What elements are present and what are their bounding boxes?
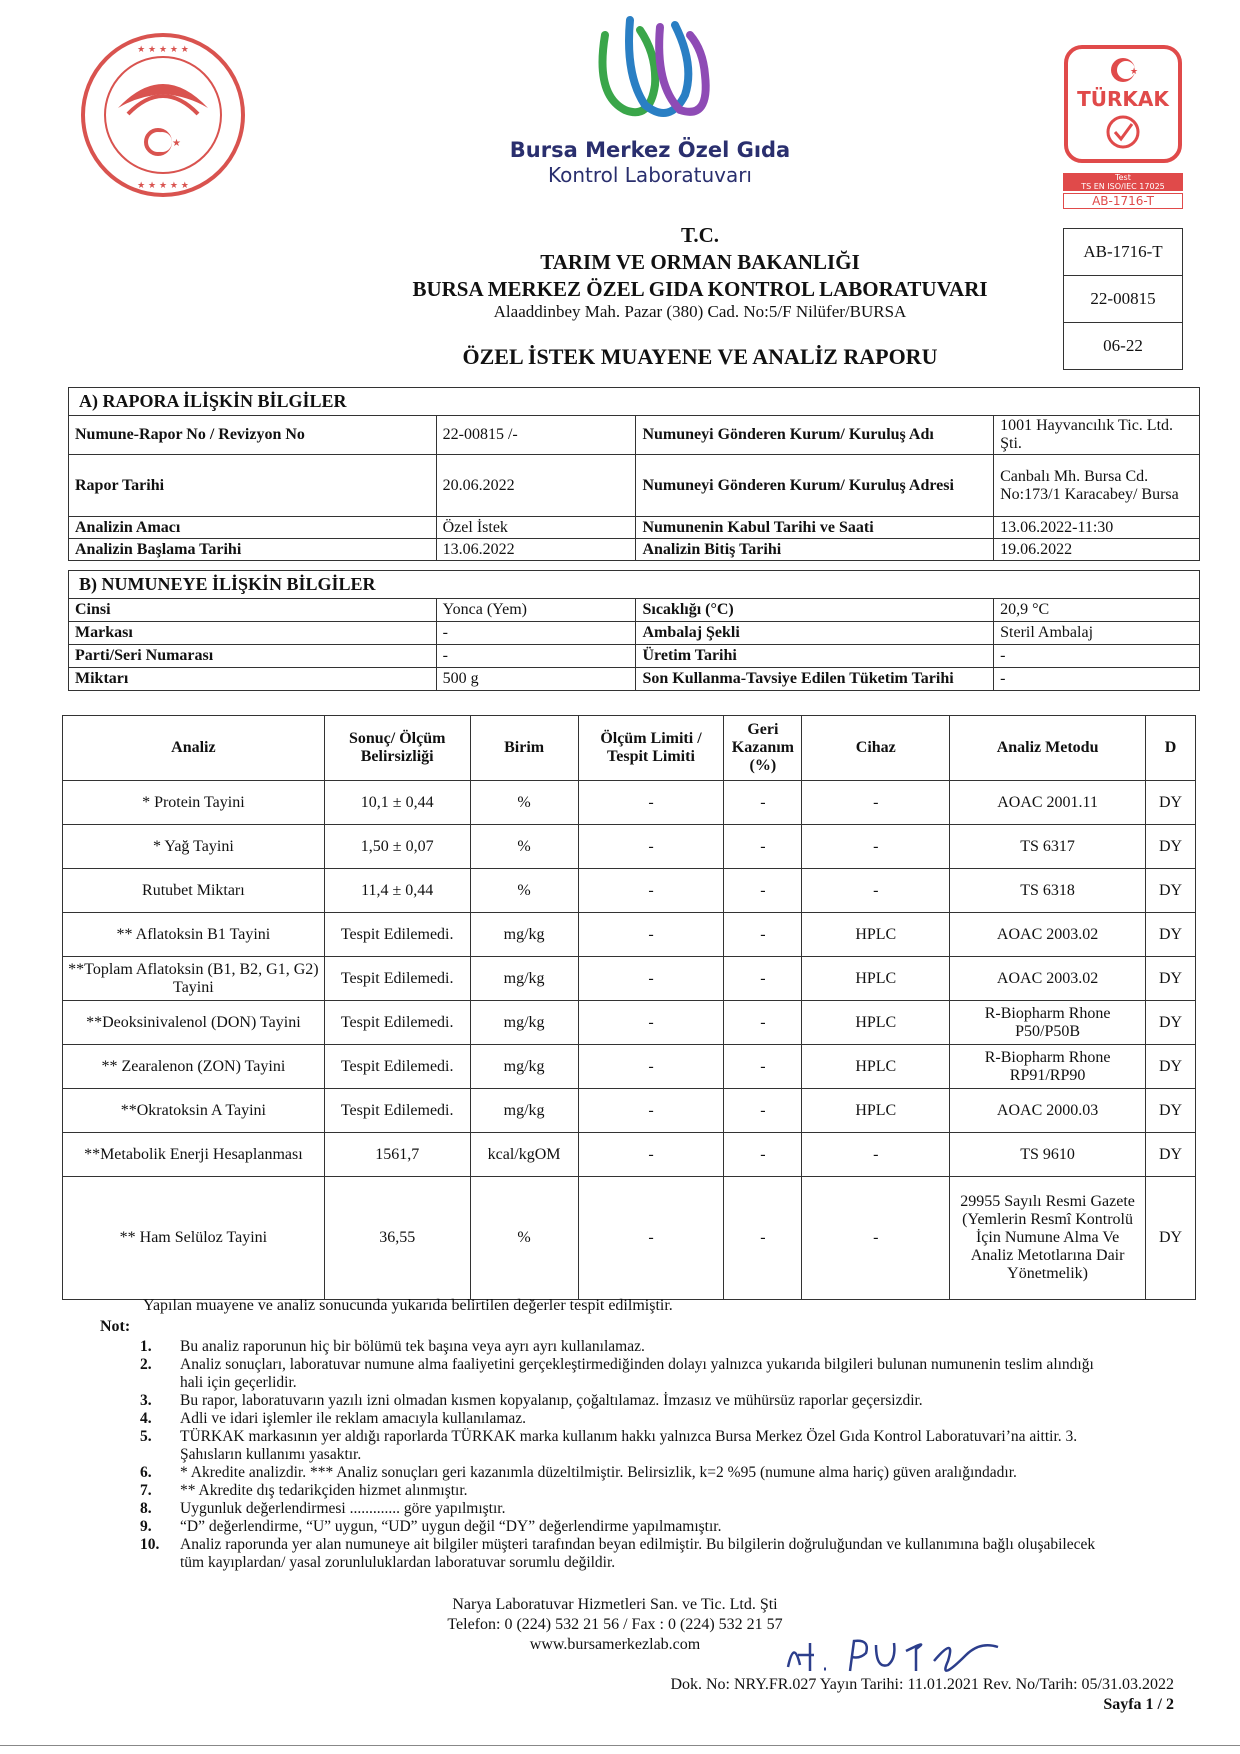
result-value-cell: Tespit Edilemedi. (324, 913, 470, 957)
analysis-name-cell: ** Zearalenon (ZON) Tayini (63, 1045, 325, 1089)
end-date-value: 19.06.2022 (994, 539, 1200, 561)
method-cell: AOAC 2003.02 (950, 913, 1146, 957)
header-ministry: TARIM VE ORMAN BAKANLIĞI (540, 250, 860, 274)
purpose-label: Analizin Amacı (69, 517, 437, 539)
analysis-name-cell: ** Aflatoksin B1 Tayini (63, 913, 325, 957)
recovery-cell: - (724, 1001, 802, 1045)
brand-value: - (436, 622, 636, 645)
recovery-cell: - (724, 1089, 802, 1133)
notes-list (140, 1338, 1120, 1572)
evaluation-cell: DY (1145, 1177, 1195, 1300)
footer-phone: Telefon: 0 (224) 532 21 56 / Fax : 0 (224) 532 21 57 (447, 1616, 783, 1633)
result-statement: Yapılan muayene ve analiz sonucunda yukarıda belirtilen değerler tespit edilmiştir. (143, 1297, 673, 1314)
method-cell: TS 9610 (950, 1133, 1146, 1177)
analysis-name-cell: * Yağ Tayini (63, 825, 325, 869)
unit-cell: % (470, 1177, 578, 1300)
header-tc: T.C. (680, 223, 720, 247)
note-number: 10. (140, 1536, 160, 1553)
evaluation-cell: DY (1145, 957, 1195, 1001)
footer-company: Narya Laboratuvar Hizmetleri San. ve Tic. Ltd. Şti (452, 1596, 778, 1613)
limit-cell: - (578, 1001, 724, 1045)
report-date-value: 20.06.2022 (436, 455, 636, 517)
analysis-name-cell: **Deoksinivalenol (DON) Tayini (63, 1001, 325, 1045)
result-value-cell: 1561,7 (324, 1133, 470, 1177)
sample-report-no-value: 22-00815 /- (436, 416, 636, 455)
analysis-name-cell: **Metabolik Enerji Hesaplanması (63, 1133, 325, 1177)
device-cell: - (802, 869, 950, 913)
device-cell: - (802, 1177, 950, 1300)
note-number: 1. (140, 1338, 152, 1355)
brand-label: Markası (69, 622, 437, 645)
result-value-cell: 1,50 ± 0,07 (324, 825, 470, 869)
device-cell: HPLC (802, 1045, 950, 1089)
temperature-label: Sıcaklığı (°C) (636, 599, 994, 622)
limit-cell: - (578, 913, 724, 957)
ministry-seal-logo (78, 30, 248, 200)
result-value-cell: Tespit Edilemedi. (324, 1045, 470, 1089)
method-cell: TS 6318 (950, 869, 1146, 913)
limit-cell: - (578, 1045, 724, 1089)
expiry-value: - (994, 668, 1200, 691)
note-number: 7. (140, 1482, 152, 1499)
evaluation-cell: DY (1145, 1045, 1195, 1089)
note-item (140, 1356, 1120, 1392)
svg-text:★ ★ ★ ★ ★: ★ ★ ★ ★ ★ (137, 45, 189, 55)
note-item (140, 1338, 1120, 1356)
recovery-cell: - (724, 913, 802, 957)
document-number: Dok. No: NRY.FR.027 Yayın Tarihi: 11.01.2021 Rev. No/Tarih: 05/31.03.2022 (670, 1676, 1174, 1693)
analysis-row (63, 1089, 1196, 1133)
purpose-value: Özel İstek (436, 517, 636, 539)
note-number: 3. (140, 1392, 152, 1409)
header-result: Sonuç/ Ölçüm Belirsizliği (324, 716, 470, 781)
footer-website: www.bursamerkezlab.com (529, 1636, 701, 1653)
header-lab-name: BURSA MERKEZ ÖZEL GIDA KONTROL LABORATUVARI (412, 277, 988, 301)
device-cell: HPLC (802, 913, 950, 957)
lab-name-line1: Bursa Merkez Özel Gıda (509, 138, 791, 162)
analysis-header-row (63, 716, 1196, 781)
note-text: Uygunluk değerlendirmesi ............. göre yapılmıştır. (180, 1500, 506, 1517)
result-value-cell: 10,1 ± 0,44 (324, 781, 470, 825)
analysis-row (63, 1001, 1196, 1045)
header-device: Cihaz (802, 716, 950, 781)
note-item (140, 1536, 1120, 1572)
recovery-cell: - (724, 869, 802, 913)
recovery-cell: - (724, 1133, 802, 1177)
result-value-cell: Tespit Edilemedi. (324, 1089, 470, 1133)
recovery-cell: - (724, 957, 802, 1001)
limit-cell: - (578, 1177, 724, 1300)
unit-cell: % (470, 825, 578, 869)
result-value-cell: 36,55 (324, 1177, 470, 1300)
lot-label: Parti/Seri Numarası (69, 645, 437, 668)
start-date-label: Analizin Başlama Tarihi (69, 539, 437, 561)
note-item (140, 1410, 1120, 1428)
analysis-row (63, 1177, 1196, 1300)
production-date-value: - (994, 645, 1200, 668)
recovery-cell: - (724, 825, 802, 869)
note-text: Analiz sonuçları, laboratuvar numune alma faaliyetini gerçekleştirmediğinden dolayı yalnızca yukarıda bilgileri bulunan numunenin teslim alındığı hali için geçerlidir. (180, 1356, 1094, 1391)
note-item (140, 1518, 1120, 1536)
report-title: ÖZEL İSTEK MUAYENE VE ANALİZ RAPORU (462, 344, 938, 369)
packaging-label: Ambalaj Şekli (636, 622, 994, 645)
unit-cell: % (470, 869, 578, 913)
analysis-row (63, 781, 1196, 825)
method-cell: AOAC 2000.03 (950, 1089, 1146, 1133)
limit-cell: - (578, 957, 724, 1001)
method-cell: R-Biopharm Rhone P50/P50B (950, 1001, 1146, 1045)
device-cell: HPLC (802, 1089, 950, 1133)
turkak-standard-label: TS EN ISO/IEC 17025 (1063, 182, 1183, 191)
note-text: ** Akredite dış tedarikçiden hizmet alınmıştır. (180, 1482, 468, 1499)
sender-name-value: 1001 Hayvancılık Tic. Ltd. Şti. (994, 416, 1200, 455)
method-cell: TS 6317 (950, 825, 1146, 869)
method-cell: 29955 Sayılı Resmi Gazete (Yemlerin Resmî Kontrolü İçin Numune Alma Ve Analiz Metotlarına Dair Yönetmelik) (950, 1177, 1146, 1300)
turkak-code-label: AB-1716-T (1063, 193, 1183, 209)
evaluation-cell: DY (1145, 825, 1195, 869)
note-item (140, 1428, 1120, 1464)
recovery-cell: - (724, 1177, 802, 1300)
limit-cell: - (578, 825, 724, 869)
header-analysis: Analiz (63, 716, 325, 781)
header-recovery: Geri Kazanım (%) (724, 716, 802, 781)
limit-cell: - (578, 781, 724, 825)
note-number: 4. (140, 1410, 152, 1427)
limit-cell: - (578, 1089, 724, 1133)
device-cell: - (802, 825, 950, 869)
analysis-row (63, 825, 1196, 869)
note-item (140, 1392, 1120, 1410)
recovery-cell: - (724, 1045, 802, 1089)
note-item (140, 1482, 1120, 1500)
evaluation-cell: DY (1145, 1089, 1195, 1133)
note-text: Analiz raporunda yer alan numuneye ait bilgiler müşteri tarafından beyan edilmiştir. Bu bilgilerin doğruluğundan ve kullanımına bağlı oluşabilecek tüm kayıplardan/ yasal zorunluluklardan laboratuvar sorumlu değildir. (180, 1536, 1096, 1571)
analysis-name-cell: ** Ham Selüloz Tayini (63, 1177, 325, 1300)
header-address: Alaaddinbey Mah. Pazar (380) Cad. No:5/F Nilüfer/BURSA (493, 302, 907, 321)
lot-value: - (436, 645, 636, 668)
end-date-label: Analizin Bitiş Tarihi (636, 539, 994, 561)
note-text: “D” değerlendirme, “U” uygun, “UD” uygun değil “DY” değerlendirme yapılmamıştır. (180, 1518, 722, 1535)
note-text: TÜRKAK markasının yer aldığı raporlarda TÜRKAK marka kullanım hakkı yalnızca Bursa Merkez Özel Gıda Kontrol Laboratuvari’na aittir. 3. Şahısların kullanımı yasaktır. (180, 1428, 1078, 1463)
bottom-divider (0, 1745, 1240, 1746)
svg-text:★: ★ (1130, 66, 1139, 76)
result-value-cell: Tespit Edilemedi. (324, 957, 470, 1001)
svg-text:★: ★ (172, 138, 181, 149)
analysis-row (63, 913, 1196, 957)
sender-address-label: Numuneyi Gönderen Kurum/ Kuruluş Adresi (636, 455, 994, 517)
analysis-row (63, 1045, 1196, 1089)
note-text: Bu analiz raporunun hiç bir bölümü tek başına veya ayrı ayrı kullanılamaz. (180, 1338, 645, 1355)
acceptance-value: 13.06.2022-11:30 (994, 517, 1200, 539)
production-date-label: Üretim Tarihi (636, 645, 994, 668)
report-code-box (1063, 228, 1183, 370)
notes-title: Not: (100, 1318, 131, 1335)
header-evaluation: D (1145, 716, 1195, 781)
method-cell: R-Biopharm Rhone RP91/RP90 (950, 1045, 1146, 1089)
method-cell: AOAC 2003.02 (950, 957, 1146, 1001)
page-number: Sayfa 1 / 2 (1103, 1696, 1174, 1713)
device-cell: - (802, 1133, 950, 1177)
unit-cell: mg/kg (470, 1045, 578, 1089)
evaluation-cell: DY (1145, 869, 1195, 913)
header-unit: Birim (470, 716, 578, 781)
note-text: Bu rapor, laboratuvarın yazılı izni olmadan kısmen kopyalanıp, çoğaltılamaz. İmzasız ve mühürsüz raporlar geçersizdir. (180, 1392, 923, 1409)
unit-cell: % (470, 781, 578, 825)
temperature-value: 20,9 °C (994, 599, 1200, 622)
result-value-cell: Tespit Edilemedi. (324, 1001, 470, 1045)
limit-cell: - (578, 869, 724, 913)
note-number: 8. (140, 1500, 152, 1517)
note-number: 2. (140, 1356, 152, 1373)
sample-report-no-label: Numune-Rapor No / Revizyon No (69, 416, 437, 455)
packaging-value: Steril Ambalaj (994, 622, 1200, 645)
evaluation-cell: DY (1145, 781, 1195, 825)
lab-name-line2: Kontrol Laboratuvarı (547, 163, 752, 187)
start-date-value: 13.06.2022 (436, 539, 636, 561)
analysis-name-cell: * Protein Tayini (63, 781, 325, 825)
report-period-code: 06-22 (1103, 336, 1143, 355)
recovery-cell: - (724, 781, 802, 825)
device-cell: HPLC (802, 1001, 950, 1045)
turkak-test-label: Test (1063, 173, 1183, 182)
unit-cell: mg/kg (470, 1089, 578, 1133)
acceptance-label: Numunenin Kabul Tarihi ve Saati (636, 517, 994, 539)
note-number: 6. (140, 1464, 152, 1481)
quantity-value: 500 g (436, 668, 636, 691)
quantity-label: Miktarı (69, 668, 437, 691)
type-value: Yonca (Yem) (436, 599, 636, 622)
method-cell: AOAC 2001.11 (950, 781, 1146, 825)
section-a-title: A) RAPORA İLİŞKİN BİLGİLER (69, 388, 1200, 416)
unit-cell: kcal/kgOM (470, 1133, 578, 1177)
section-b-title: B) NUMUNEYE İLİŞKİN BİLGİLER (69, 571, 1200, 599)
note-number: 9. (140, 1518, 152, 1535)
unit-cell: mg/kg (470, 1001, 578, 1045)
device-cell: - (802, 781, 950, 825)
svg-text:TÜRKAK: TÜRKAK (1077, 87, 1169, 111)
report-number-code: 22-00815 (1064, 276, 1182, 323)
analysis-row (63, 1133, 1196, 1177)
analysis-name-cell: **Okratoksin A Tayini (63, 1089, 325, 1133)
type-label: Cinsi (69, 599, 437, 622)
analysis-results-table (62, 715, 1196, 1300)
note-text: Adli ve idari işlemler ile reklam amacıyla kullanılamaz. (180, 1410, 527, 1427)
analysis-name-cell: Rutubet Miktarı (63, 869, 325, 913)
device-cell: HPLC (802, 957, 950, 1001)
evaluation-cell: DY (1145, 913, 1195, 957)
evaluation-cell: DY (1145, 1001, 1195, 1045)
analysis-name-cell: **Toplam Aflatoksin (B1, B2, G1, G2) Tayini (63, 957, 325, 1001)
evaluation-cell: DY (1145, 1133, 1195, 1177)
sender-name-label: Numuneyi Gönderen Kurum/ Kuruluş Adı (636, 416, 994, 455)
note-item (140, 1464, 1120, 1482)
unit-cell: mg/kg (470, 957, 578, 1001)
note-item (140, 1500, 1120, 1518)
report-date-label: Rapor Tarihi (69, 455, 437, 517)
section-b-table (68, 570, 1200, 691)
section-a-table (68, 387, 1200, 561)
turkak-accreditation-logo (1063, 44, 1183, 214)
analysis-row (63, 869, 1196, 913)
limit-cell: - (578, 1133, 724, 1177)
accreditation-code: AB-1716-T (1064, 229, 1182, 276)
header-method: Analiz Metodu (950, 716, 1146, 781)
sender-address-value: Canbalı Mh. Bursa Cd. No:173/1 Karacabey/ Bursa (994, 455, 1200, 517)
header-limit: Ölçüm Limiti / Tespit Limiti (578, 716, 724, 781)
unit-cell: mg/kg (470, 913, 578, 957)
note-number: 5. (140, 1428, 152, 1445)
lab-flask-logo (585, 15, 715, 130)
result-value-cell: 11,4 ± 0,44 (324, 869, 470, 913)
svg-text:★ ★ ★ ★ ★: ★ ★ ★ ★ ★ (137, 181, 189, 191)
note-text: * Akredite analizdir. *** Analiz sonuçları geri kazanımla düzeltilmiştir. Belirsizlik, k=2 %95 (numune alma hariç) güven aralığındadır. (180, 1464, 1017, 1481)
expiry-label: Son Kullanma-Tavsiye Edilen Tüketim Tarihi (636, 668, 994, 691)
analysis-row (63, 957, 1196, 1001)
